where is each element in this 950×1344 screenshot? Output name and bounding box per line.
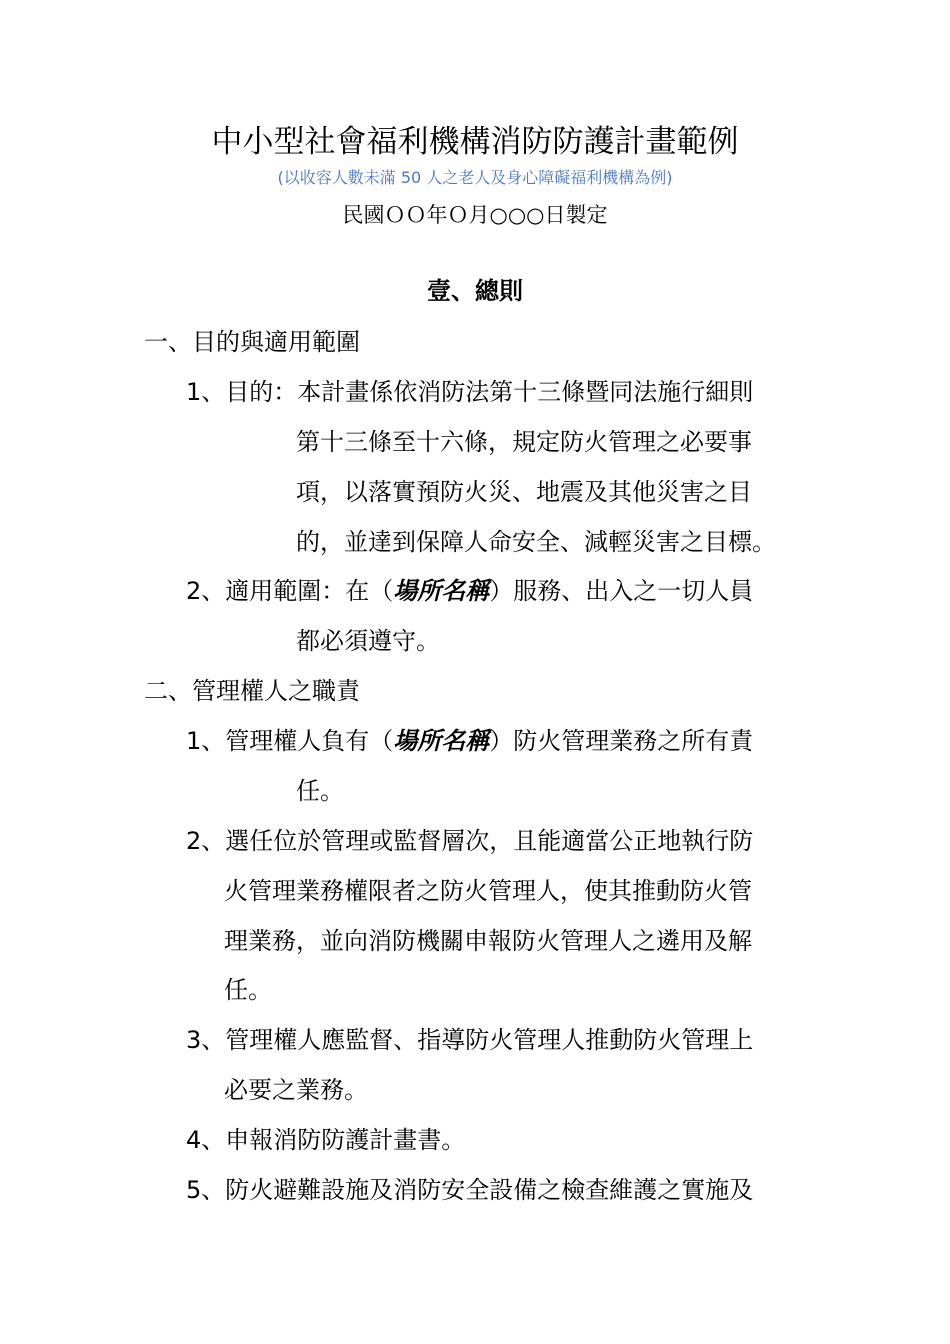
section-heading: 壹、總則 [427,277,523,305]
list-item-line: 5、防火避難設施及消防安全設備之檢查維護之實施及 [186,1176,754,1204]
place-name-placeholder: 場所名稱 [393,727,490,755]
date-line: 民國ＯＯ年Ｏ月○○○日製定 [342,203,608,227]
document-subtitle: (以收容人數未滿 50 人之老人及身心障礙福利機構為例) [277,168,673,187]
subsection-heading: 一、目的與適用範圍 [144,328,360,356]
list-item-line [186,571,753,611]
list-item-line: 必要之業務。 [224,1076,368,1104]
list-item-line [186,721,753,761]
list-item-line: 第十三條至十六條，規定防火管理之必要事 [296,428,752,456]
document-title: 中小型社會福利機構消防防護計畫範例 [211,124,739,160]
item-text: 1、管理權人負有（ [186,727,394,755]
list-item-line: 都必須遵守。 [296,627,440,655]
list-item-line: 3、管理權人應監督、指導防火管理人推動防火管理上 [186,1026,754,1054]
list-item-line: 項，以落實預防火災、地震及其他災害之目 [296,478,752,506]
subsection-heading: 二、管理權人之職責 [144,677,360,705]
list-item-line: 任。 [296,777,344,805]
list-item-line: 1、目的：本計畫係依消防法第十三條暨同法施行細則 [186,378,754,406]
list-item-line: 火管理業務權限者之防火管理人，使其推動防火管 [224,877,752,905]
place-name-placeholder: 場所名稱 [393,577,490,605]
list-item-line: 的，並達到保障人命安全、減輕災害之目標。 [296,528,776,556]
list-item-line: 2、選任位於管理或監督層次，且能適當公正地執行防 [186,827,754,855]
list-item-line: 理業務，並向消防機關申報防火管理人之遴用及解 [224,927,752,955]
item-text: 2、適用範圍：在（ [186,577,394,605]
item-text: ）防火管理業務之所有責 [489,727,754,755]
list-item-line: 任。 [224,976,272,1004]
list-item-line: 4、申報消防防護計畫書。 [186,1126,466,1154]
item-text: ）服務、出入之一切人員 [489,577,754,605]
